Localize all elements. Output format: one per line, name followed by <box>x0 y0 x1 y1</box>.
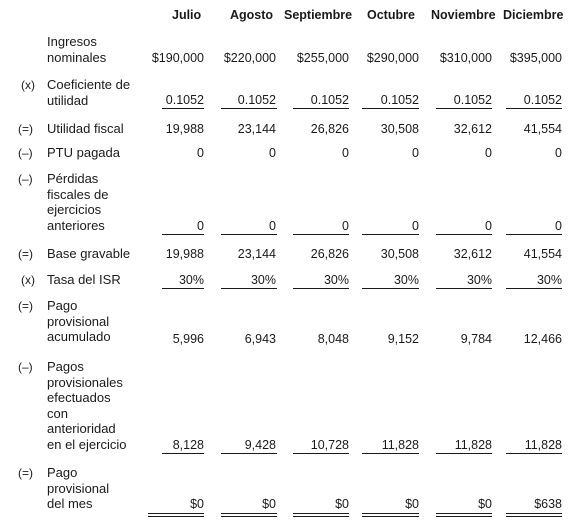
cell: 0.1052 <box>380 93 419 107</box>
col-header-diciembre: Diciembre <box>503 8 564 22</box>
cell: 0 <box>412 146 419 160</box>
row-operator: (=) <box>18 299 33 313</box>
underline <box>506 234 562 235</box>
cell: $220,000 <box>223 51 276 65</box>
underline <box>162 453 204 454</box>
underline <box>293 288 349 289</box>
cell: 6,943 <box>244 332 276 346</box>
cell: $310,000 <box>439 51 492 65</box>
row-operator: (=) <box>18 466 33 480</box>
underline <box>221 288 277 289</box>
underline <box>221 234 277 235</box>
double-underline <box>148 513 204 517</box>
cell: 8,128 <box>172 438 204 452</box>
double-underline <box>362 513 419 517</box>
cell: 9,152 <box>387 332 419 346</box>
row-label-perdidas-fiscales: Pérdidas fiscales de ejercicios anteriores <box>47 171 109 233</box>
row-label-pagos-provisionales-efectuados: Pagos provisionales efectuados con anterioridad en el ejercicio <box>47 359 127 452</box>
cell: $255,000 <box>296 51 349 65</box>
row-label-coeficiente-utilidad: Coeficiente de utilidad <box>47 77 131 108</box>
double-underline <box>221 513 277 517</box>
cell: 9,784 <box>460 332 492 346</box>
row-label-pago-provisional-acumulado: Pago provisional acumulado <box>47 298 111 344</box>
row-operator: (x) <box>21 273 35 287</box>
underline <box>506 108 562 109</box>
cell: $190,000 <box>151 51 204 65</box>
cell: 0 <box>555 146 562 160</box>
underline <box>362 288 419 289</box>
cell: 0 <box>269 219 276 233</box>
cell: 0 <box>342 146 349 160</box>
cell: 30,508 <box>380 122 419 136</box>
cell: 26,826 <box>310 247 349 261</box>
cell: 0 <box>342 219 349 233</box>
cell: $0 <box>262 497 276 511</box>
cell: 41,554 <box>523 247 562 261</box>
underline <box>436 453 492 454</box>
row-label-base-gravable: Base gravable <box>47 246 131 261</box>
cell: 23,144 <box>237 122 276 136</box>
underline <box>436 108 492 109</box>
cell: 30% <box>466 273 492 287</box>
cell: 10,728 <box>310 438 349 452</box>
underline <box>162 108 204 109</box>
underline <box>362 234 419 235</box>
cell: 0 <box>485 146 492 160</box>
row-operator: (–) <box>18 172 33 186</box>
row-label-utilidad-fiscal: Utilidad fiscal <box>47 121 124 136</box>
cell: $395,000 <box>509 51 562 65</box>
underline <box>293 108 349 109</box>
underline <box>362 108 419 109</box>
col-header-agosto: Agosto <box>230 8 274 22</box>
cell: 0.1052 <box>165 93 204 107</box>
cell: 32,612 <box>453 122 492 136</box>
row-operator: (–) <box>18 146 33 160</box>
cell: 0 <box>412 219 419 233</box>
row-operator: (–) <box>18 360 33 374</box>
cell: 26,826 <box>310 122 349 136</box>
row-label-tasa-isr: Tasa del ISR <box>47 272 121 287</box>
cell: $0 <box>405 497 419 511</box>
cell: 30% <box>178 273 204 287</box>
cell: 0 <box>197 146 204 160</box>
col-header-octubre: Octubre <box>367 8 415 22</box>
col-header-septiembre: Septiembre <box>284 8 353 22</box>
underline <box>362 453 419 454</box>
row-operator: (=) <box>18 247 33 261</box>
cell: 11,828 <box>454 438 492 452</box>
cell: 0 <box>197 219 204 233</box>
double-underline <box>293 513 349 517</box>
cell: 11,828 <box>381 438 419 452</box>
cell: 9,428 <box>244 438 276 452</box>
cell: 0 <box>269 146 276 160</box>
row-operator: (x) <box>21 78 35 92</box>
underline <box>506 288 562 289</box>
double-underline <box>436 513 492 517</box>
cell: 0.1052 <box>523 93 562 107</box>
cell: 19,988 <box>165 247 204 261</box>
row-label-pago-provisional-mes: Pago provisional del mes <box>47 465 110 511</box>
cell: 30% <box>250 273 276 287</box>
cell: 0.1052 <box>310 93 349 107</box>
col-header-julio: Julio <box>172 8 202 22</box>
cell: 41,554 <box>523 122 562 136</box>
cell: 0 <box>555 219 562 233</box>
cell: 5,996 <box>172 332 204 346</box>
cell: 0 <box>485 219 492 233</box>
cell: $290,000 <box>366 51 419 65</box>
underline <box>436 288 492 289</box>
row-label-ingresos-nominales: Ingresos nominales <box>47 34 107 65</box>
cell: 30,508 <box>380 247 419 261</box>
cell: 19,988 <box>165 122 204 136</box>
cell: 0.1052 <box>237 93 276 107</box>
cell: 8,048 <box>317 332 349 346</box>
cell: $0 <box>335 497 349 511</box>
underline <box>293 453 349 454</box>
underline <box>162 234 204 235</box>
col-header-noviembre: Noviembre <box>431 8 496 22</box>
underline <box>221 453 277 454</box>
cell: 32,612 <box>453 247 492 261</box>
row-label-ptu-pagada: PTU pagada <box>47 145 120 160</box>
double-underline <box>506 513 562 517</box>
cell: $0 <box>190 497 204 511</box>
row-operator: (=) <box>18 122 33 136</box>
underline <box>293 234 349 235</box>
cell: 11,828 <box>524 438 562 452</box>
underline <box>436 234 492 235</box>
cell: 12,466 <box>523 332 562 346</box>
cell: $638 <box>534 497 562 511</box>
underline <box>162 288 204 289</box>
underline <box>506 453 562 454</box>
cell: 30% <box>323 273 349 287</box>
cell: 30% <box>536 273 562 287</box>
cell: 30% <box>393 273 419 287</box>
cell: 23,144 <box>237 247 276 261</box>
cell: $0 <box>478 497 492 511</box>
cell: 0.1052 <box>453 93 492 107</box>
underline <box>221 108 277 109</box>
